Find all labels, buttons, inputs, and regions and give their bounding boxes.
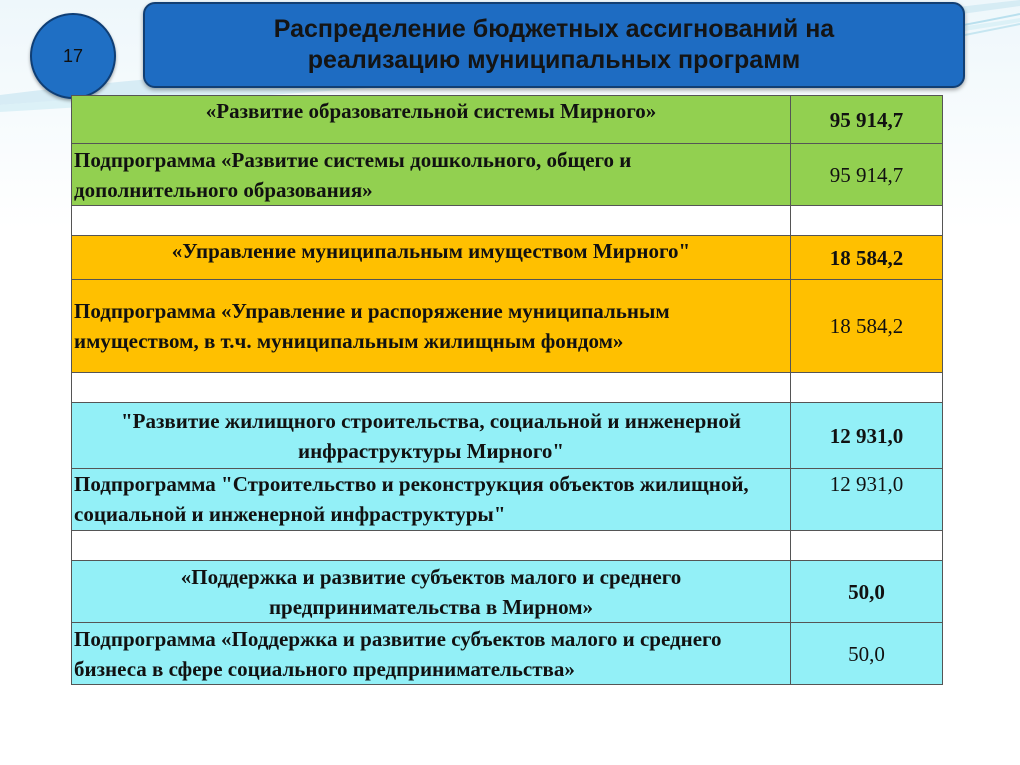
program-amount: 95 914,7 [791, 96, 943, 144]
table-row [72, 403, 943, 469]
program-name: "Развитие жилищного строительства, социальной и инженерной инфраструктуры Мирного" [72, 403, 791, 469]
spacer-row [72, 206, 943, 236]
slide-number-badge [30, 13, 116, 99]
table-row [72, 236, 943, 280]
spacer-row [72, 373, 943, 403]
program-amount: 50,0 [791, 561, 943, 623]
program-amount: 12 931,0 [791, 403, 943, 469]
slide-title-line-1: Распределение бюджетных ассигнований на [273, 15, 835, 43]
subprogram-amount: 18 584,2 [791, 280, 943, 373]
spacer-row [72, 531, 943, 561]
budget-table [71, 95, 943, 685]
subprogram-name: Подпрограмма "Строительство и реконструкция объектов жилищной, социальной и инженерной инфраструктуры" [72, 469, 791, 531]
table-row [72, 469, 943, 531]
program-amount: 18 584,2 [791, 236, 943, 280]
table-row [72, 144, 943, 206]
table-row [72, 561, 943, 623]
slide-number: 17 [62, 45, 84, 66]
slide-title-line-2: реализацию муниципальных программ [307, 46, 801, 74]
subprogram-amount: 12 931,0 [791, 469, 943, 531]
subprogram-name: Подпрограмма «Поддержка и развитие субъектов малого и среднего бизнеса в сфере социального предпринимательства» [72, 623, 791, 685]
subprogram-name: Подпрограмма «Управление и распоряжение муниципальным имуществом, в т.ч. муниципальным жилищным фондом» [72, 280, 791, 373]
table-row [72, 96, 943, 144]
slide-title [143, 2, 965, 88]
subprogram-amount: 95 914,7 [791, 144, 943, 206]
subprogram-amount: 50,0 [791, 623, 943, 685]
program-name: «Управление муниципальным имуществом Мирного" [72, 236, 791, 280]
table-row [72, 623, 943, 685]
subprogram-name: Подпрограмма «Развитие системы дошкольного, общего и дополнительного образования» [72, 144, 791, 206]
program-name: «Поддержка и развитие субъектов малого и среднего предпринимательства в Мирном» [72, 561, 791, 623]
table-row [72, 280, 943, 373]
program-name: «Развитие образовательной системы Мирного» [72, 96, 791, 144]
